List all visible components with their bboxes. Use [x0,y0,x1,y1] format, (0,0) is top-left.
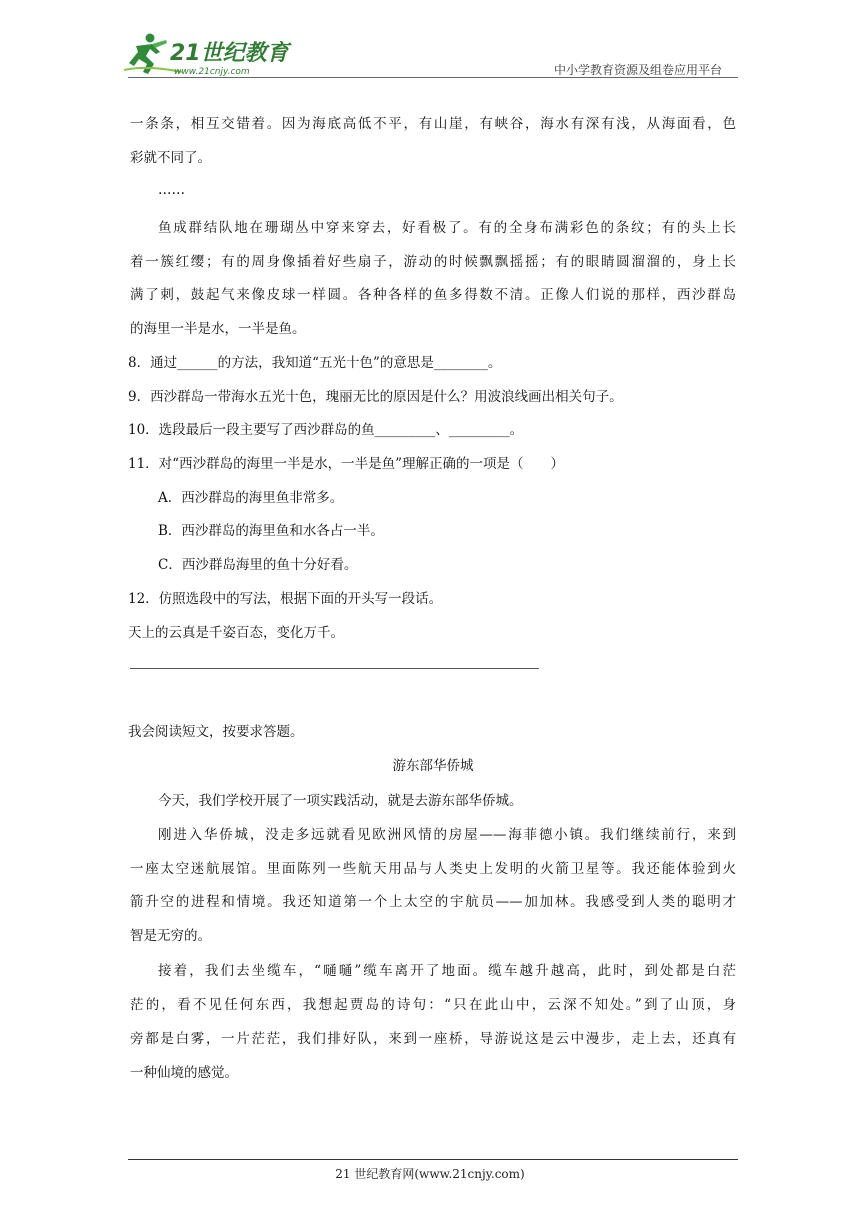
passage-line: 的海里一半是水，一半是鱼。 [130,321,306,337]
article-line: 接着，我们去坐缆车，“嗵嗵”缆车离开了地面。缆车越升越高，此时，到处都是白茫 [158,963,736,979]
option-b: B．西沙群岛的海里鱼和水各占一半。 [158,523,384,539]
logo-wordmark: 21世纪教育 [170,41,289,66]
passage-line: 着一簇红缨；有的周身像插着好些扇子，游动的时候飘飘摇摇；有的眼睛圆溜溜的，身上长 [130,254,736,270]
ellipsis-line: …… [158,182,185,198]
site-logo[interactable] [122,30,292,80]
footer-divider [128,1159,738,1160]
article-line: 刚进入华侨城，没走多远就看见欧洲风情的房屋——海菲德小镇。我们继续前行，来到 [158,827,736,843]
question-12: 12．仿照选段中的写法，根据下面的开头写一段话。 [128,591,443,607]
section-instruction: 我会阅读短文，按要求答题。 [128,724,304,740]
page-footer[interactable]: 21 世纪教育网(www.21cnjy.com) [335,1167,525,1181]
runner-logo-icon [122,30,292,80]
answer-blank-line [130,668,539,669]
question-10: 10．选段最后一段主要写了西沙群岛的鱼_________、_________。 [128,422,524,438]
option-c: C．西沙群岛海里的鱼十分好看。 [158,557,358,573]
article-line: 旁都是白雾，一片茫茫，我们排好队，来到一座桥，导游说这是云中漫步，走上去，还真有 [130,1031,736,1047]
article-line: 智是无穷的。 [130,928,211,944]
passage-line: 彩就不同了。 [130,150,211,166]
passage-line: 满了刺，鼓起气来像皮球一样圆。各种各样的鱼多得数不清。正像人们说的那样，西沙群岛 [130,287,736,303]
question-12-prompt: 天上的云真是千姿百态，变化万千。 [128,625,344,641]
article-line: 一座太空迷航展馆。里面陈列一些航天用品与人类史上发明的火箭卫星等。我还能体验到火 [130,861,736,877]
article-line: 今天，我们学校开展了一项实践活动，就是去游东部华侨城。 [158,793,523,809]
article-title: 游东部华侨城 [392,758,474,774]
article-line: 箭升空的进程和情境。我还知道第一个上太空的宇航员——加加林。我感受到人类的聪明才 [130,894,736,910]
page-header [0,0,860,80]
question-8: 8．通过______的方法，我知道“五光十色”的意思是________。 [128,355,502,371]
question-11: 11．对“西沙群岛的海里一半是水，一半是鱼”理解正确的一项是（ ） [128,456,564,472]
option-a: A．西沙群岛的海里鱼非常多。 [158,490,344,506]
site-tagline: 中小学教育资源及组卷应用平台 [553,63,722,77]
question-9: 9．西沙群岛一带海水五光十色，瑰丽无比的原因是什么？用波浪线画出相关句子。 [128,389,623,405]
article-line: 一种仙境的感觉。 [130,1065,238,1081]
article-line: 茫的，看不见任何东西，我想起贾岛的诗句：“只在此山中，云深不知处。”到了山顶，身 [130,997,736,1013]
passage-line: 一条条，相互交错着。因为海底高低不平，有山崖，有峡谷，海水有深有浅，从海面看，色 [130,116,736,132]
header-divider [128,77,738,78]
logo-url: www.21cnjy.com [174,67,250,77]
passage-line: 鱼成群结队地在珊瑚丛中穿来穿去，好看极了。有的全身布满彩色的条纹；有的头上长 [158,220,736,236]
